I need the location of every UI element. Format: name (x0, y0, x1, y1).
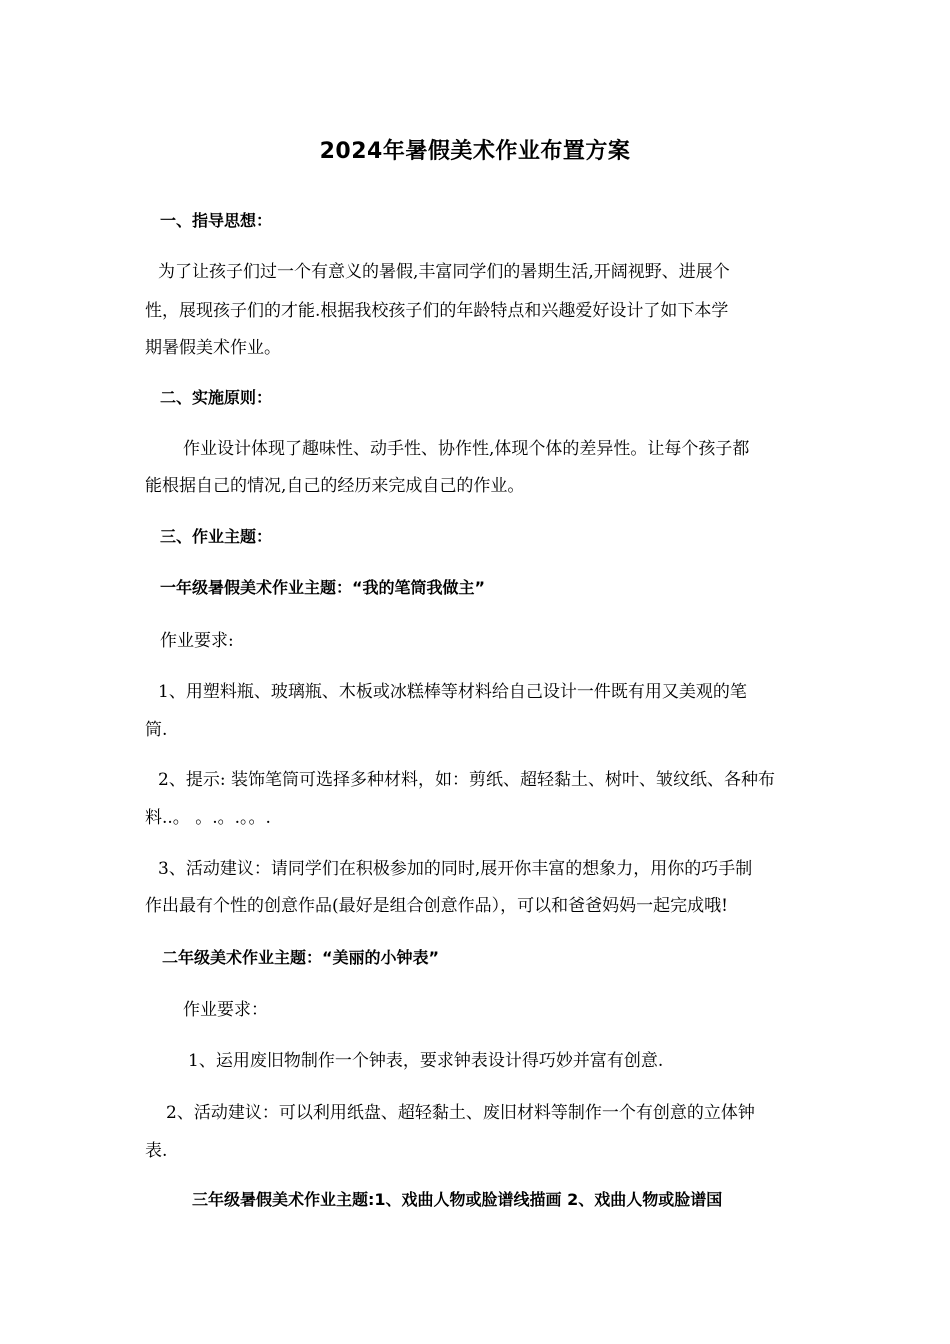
section-heading-guiding-thought: 一、指导思想： (160, 211, 273, 230)
document-title: 2024年暑假美术作业布置方案 (319, 139, 631, 164)
grade1-requirements-label: 作业要求: (160, 631, 234, 651)
list-item-line: 3、活动建议：请同学们在积极参加的同时,展开你丰富的想象力，用你的巧手制 (158, 859, 753, 879)
list-item-line: 2、活动建议：可以利用纸盘、超轻黏土、废旧材料等制作一个有创意的立体钟 (166, 1103, 755, 1123)
grade2-requirements-label: 作业要求： (183, 1000, 268, 1020)
grade1-heading: 一年级暑假美术作业主题：“我的笔筒我做主” (160, 578, 486, 597)
paragraph-line: 能根据自己的情况,自己的经历来完成自己的作业。 (145, 476, 525, 496)
list-item-line: 筒. (145, 720, 168, 740)
section-heading-themes: 三、作业主题： (160, 527, 273, 546)
paragraph-line: 期暑假美术作业。 (145, 338, 281, 358)
paragraph-line: 性，展现孩子们的才能.根据我校孩子们的年龄特点和兴趣爱好设计了如下本学 (145, 301, 729, 321)
grade3-heading: 三年级暑假美术作业主题:1、戏曲人物或脸谱线描画 2、戏曲人物或脸谱国 (192, 1190, 723, 1209)
list-item-line: 2、提示: 装饰笔筒可选择多种材料，如：剪纸、超轻黏土、树叶、皱纹纸、各种布 (158, 770, 775, 790)
section-heading-principles: 二、实施原则： (160, 388, 273, 407)
paragraph-line: 为了让孩子们过一个有意义的暑假,丰富同学们的暑期生活,开阔视野、进展个 (158, 262, 730, 282)
list-item-line: 作出最有个性的创意作品(最好是组合创意作品），可以和爸爸妈妈一起完成哦! (145, 896, 728, 916)
paragraph-line: 作业设计体现了趣味性、动手性、协作性,体现个体的差异性。让每个孩子都 (183, 439, 750, 459)
grade2-heading: 二年级美术作业主题：“美丽的小钟表” (162, 948, 440, 967)
list-item-line: 表. (145, 1141, 168, 1161)
list-item-line: 料..。 。.。.。。. (145, 808, 271, 828)
list-item-line: 1、运用废旧物制作一个钟表，要求钟表设计得巧妙并富有创意. (188, 1051, 664, 1071)
list-item-line: 1、用塑料瓶、玻璃瓶、木板或冰糕棒等材料给自己设计一件既有用又美观的笔 (158, 682, 747, 702)
